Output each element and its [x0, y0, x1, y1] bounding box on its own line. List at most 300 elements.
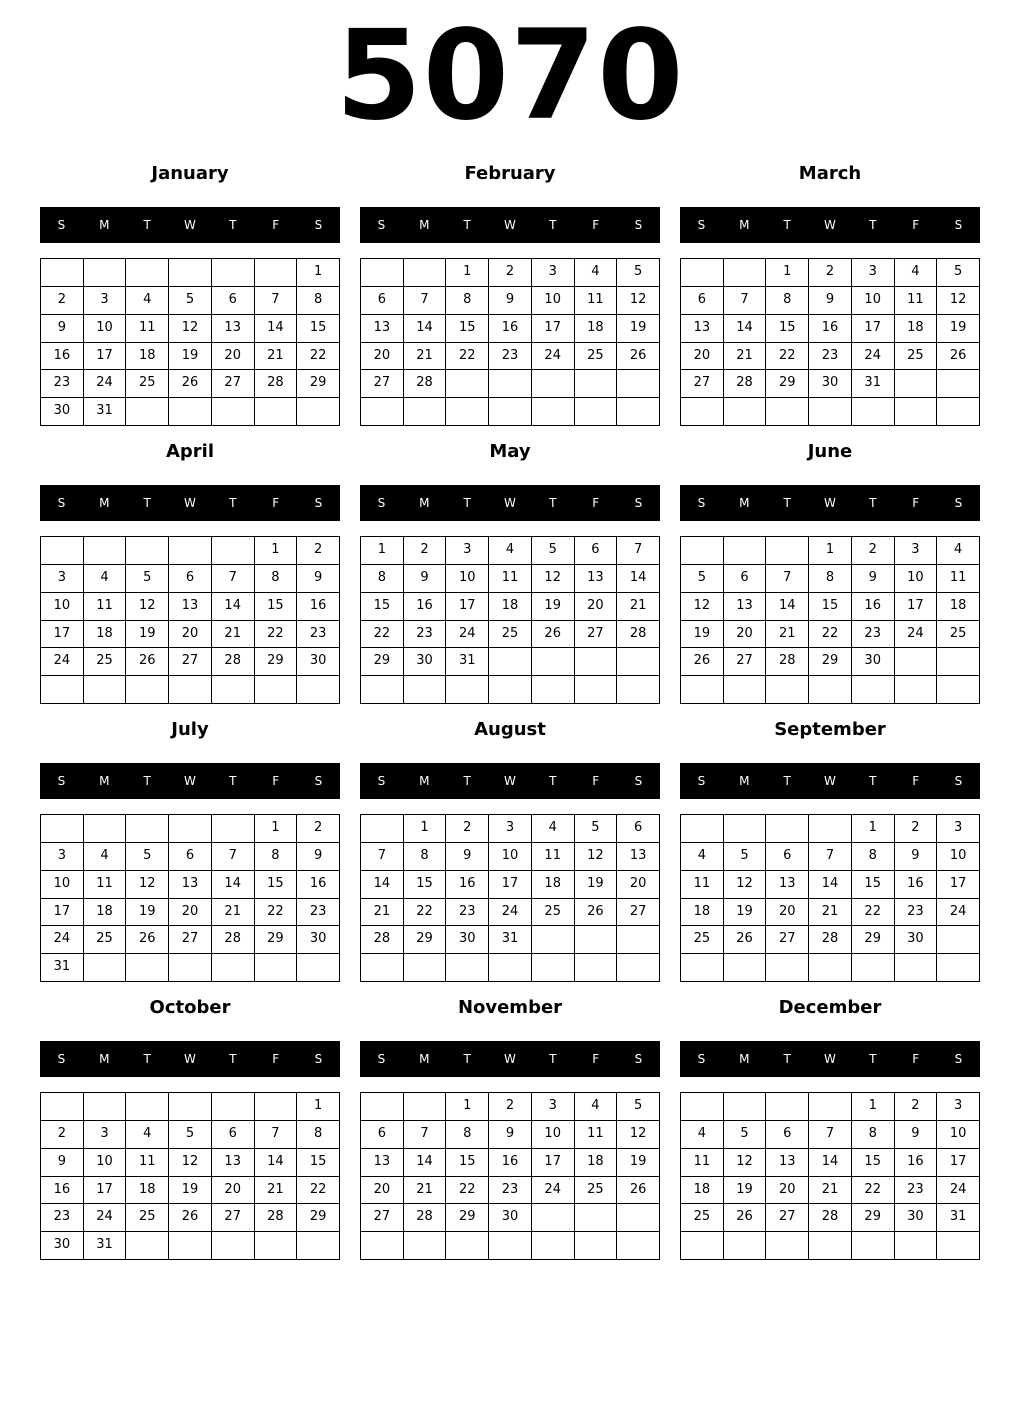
weekday-label: F: [912, 218, 920, 232]
day-cell: 24: [895, 621, 938, 649]
day-cell: 14: [404, 1149, 447, 1177]
weekday-label: S: [697, 218, 706, 232]
empty-cell: [681, 954, 724, 982]
day-cell: 20: [766, 1177, 809, 1205]
empty-cell: [404, 398, 447, 426]
day-cell: 19: [126, 621, 169, 649]
empty-cell: [126, 1232, 169, 1260]
weekday-label: W: [504, 496, 516, 510]
weekday-label: T: [463, 496, 471, 510]
day-grid: [40, 814, 340, 982]
weekday-label: T: [229, 774, 237, 788]
day-cell: 20: [212, 343, 255, 371]
day-cell: 27: [212, 1204, 255, 1232]
day-cell: 20: [169, 621, 212, 649]
empty-cell: [724, 398, 767, 426]
day-cell: 25: [84, 648, 127, 676]
day-cell: 5: [617, 1093, 660, 1121]
empty-cell: [84, 1093, 127, 1121]
day-cell: 16: [297, 593, 340, 621]
weekday-label: M: [739, 496, 750, 510]
empty-cell: [809, 1232, 852, 1260]
weekday-label: W: [184, 1052, 196, 1066]
weekday-label: T: [869, 218, 877, 232]
empty-cell: [532, 954, 575, 982]
empty-cell: [84, 676, 127, 704]
day-cell: 5: [724, 1121, 767, 1149]
day-cell: 25: [937, 621, 980, 649]
day-cell: 9: [895, 1121, 938, 1149]
day-cell: 28: [809, 926, 852, 954]
day-grid: [680, 1092, 980, 1260]
weekday-label: M: [99, 218, 110, 232]
weekday-label: S: [634, 1052, 643, 1066]
day-cell: 7: [404, 1121, 447, 1149]
day-cell: 30: [852, 648, 895, 676]
day-cell: 29: [297, 1204, 340, 1232]
empty-cell: [809, 815, 852, 843]
empty-cell: [681, 537, 724, 565]
day-cell: 14: [724, 315, 767, 343]
day-cell: 22: [852, 1177, 895, 1205]
day-cell: 22: [255, 621, 298, 649]
month-name: June: [807, 441, 853, 462]
day-cell: 9: [852, 565, 895, 593]
day-cell: 8: [361, 565, 404, 593]
day-cell: 24: [937, 899, 980, 927]
day-cell: 20: [617, 871, 660, 899]
weekday-header: [680, 485, 980, 521]
day-cell: 1: [255, 815, 298, 843]
day-cell: 14: [255, 1149, 298, 1177]
day-cell: 12: [126, 593, 169, 621]
empty-cell: [724, 954, 767, 982]
empty-cell: [617, 398, 660, 426]
day-cell: 5: [575, 815, 618, 843]
day-cell: 8: [446, 287, 489, 315]
empty-cell: [84, 954, 127, 982]
weekday-label: S: [57, 218, 66, 232]
day-cell: 15: [255, 871, 298, 899]
empty-cell: [766, 537, 809, 565]
day-cell: 26: [724, 1204, 767, 1232]
day-cell: 6: [212, 1121, 255, 1149]
day-cell: 17: [532, 315, 575, 343]
empty-cell: [681, 676, 724, 704]
empty-cell: [126, 676, 169, 704]
day-cell: 24: [446, 621, 489, 649]
day-cell: 15: [852, 1149, 895, 1177]
day-cell: 1: [852, 815, 895, 843]
day-cell: 18: [126, 343, 169, 371]
day-cell: 5: [724, 843, 767, 871]
weekday-label: T: [549, 1052, 557, 1066]
day-cell: 2: [297, 537, 340, 565]
day-cell: 14: [809, 871, 852, 899]
day-cell: 20: [766, 899, 809, 927]
day-grid: [360, 1092, 660, 1260]
day-cell: 11: [489, 565, 532, 593]
weekday-label: F: [272, 774, 280, 788]
weekday-label: T: [143, 1052, 151, 1066]
weekday-header: [680, 763, 980, 799]
empty-cell: [766, 1093, 809, 1121]
day-cell: 2: [489, 1093, 532, 1121]
day-cell: 21: [617, 593, 660, 621]
day-cell: 5: [126, 843, 169, 871]
weekday-label: F: [272, 496, 280, 510]
empty-cell: [681, 1093, 724, 1121]
day-cell: 1: [852, 1093, 895, 1121]
day-cell: 17: [41, 621, 84, 649]
day-cell: 16: [895, 871, 938, 899]
weekday-label: M: [419, 218, 430, 232]
day-cell: 18: [937, 593, 980, 621]
day-cell: 20: [361, 1177, 404, 1205]
weekday-label: T: [143, 218, 151, 232]
day-cell: 18: [126, 1177, 169, 1205]
day-cell: 6: [212, 287, 255, 315]
day-cell: 28: [255, 1204, 298, 1232]
day-cell: 6: [169, 565, 212, 593]
empty-cell: [766, 954, 809, 982]
empty-cell: [361, 398, 404, 426]
day-cell: 24: [532, 343, 575, 371]
day-cell: 9: [489, 1121, 532, 1149]
day-cell: 9: [809, 287, 852, 315]
day-cell: 28: [212, 648, 255, 676]
day-cell: 1: [446, 1093, 489, 1121]
empty-cell: [937, 926, 980, 954]
day-cell: 31: [937, 1204, 980, 1232]
day-cell: 1: [361, 537, 404, 565]
weekday-label: T: [783, 218, 791, 232]
day-cell: 24: [84, 370, 127, 398]
month-name: December: [778, 997, 882, 1018]
day-cell: 20: [169, 899, 212, 927]
empty-cell: [169, 1232, 212, 1260]
day-cell: 20: [681, 343, 724, 371]
day-cell: 17: [84, 343, 127, 371]
weekday-label: T: [463, 1052, 471, 1066]
weekday-label: W: [824, 774, 836, 788]
empty-cell: [575, 1204, 618, 1232]
day-cell: 9: [489, 287, 532, 315]
empty-cell: [724, 1093, 767, 1121]
empty-cell: [937, 676, 980, 704]
day-cell: 26: [681, 648, 724, 676]
day-cell: 29: [404, 926, 447, 954]
day-cell: 1: [297, 1093, 340, 1121]
empty-cell: [809, 398, 852, 426]
weekday-label: T: [463, 774, 471, 788]
weekday-label: T: [143, 496, 151, 510]
day-cell: 2: [446, 815, 489, 843]
day-cell: 18: [532, 871, 575, 899]
weekday-label: T: [143, 774, 151, 788]
day-cell: 3: [532, 259, 575, 287]
day-cell: 11: [937, 565, 980, 593]
day-cell: 17: [489, 871, 532, 899]
weekday-label: S: [697, 774, 706, 788]
empty-cell: [361, 954, 404, 982]
empty-cell: [126, 815, 169, 843]
weekday-header: [360, 763, 660, 799]
day-cell: 4: [575, 1093, 618, 1121]
day-cell: 4: [681, 843, 724, 871]
day-cell: 21: [404, 343, 447, 371]
empty-cell: [724, 259, 767, 287]
empty-cell: [41, 1093, 84, 1121]
empty-cell: [404, 676, 447, 704]
empty-cell: [617, 1204, 660, 1232]
day-cell: 12: [617, 1121, 660, 1149]
day-cell: 27: [361, 370, 404, 398]
empty-cell: [489, 954, 532, 982]
empty-cell: [404, 259, 447, 287]
day-grid: [360, 536, 660, 704]
day-cell: 6: [724, 565, 767, 593]
empty-cell: [169, 398, 212, 426]
empty-cell: [532, 1204, 575, 1232]
weekday-label: S: [634, 496, 643, 510]
empty-cell: [361, 1093, 404, 1121]
month-name: July: [171, 719, 209, 740]
empty-cell: [937, 370, 980, 398]
day-cell: 13: [212, 1149, 255, 1177]
day-cell: 12: [532, 565, 575, 593]
day-grid: [40, 1092, 340, 1260]
empty-cell: [255, 398, 298, 426]
empty-cell: [617, 676, 660, 704]
day-cell: 26: [126, 926, 169, 954]
weekday-label: S: [314, 218, 323, 232]
day-cell: 29: [852, 1204, 895, 1232]
weekday-label: S: [377, 1052, 386, 1066]
empty-cell: [532, 370, 575, 398]
empty-cell: [575, 926, 618, 954]
day-cell: 29: [446, 1204, 489, 1232]
empty-cell: [681, 259, 724, 287]
empty-cell: [724, 1232, 767, 1260]
weekday-label: S: [314, 774, 323, 788]
day-cell: 24: [489, 899, 532, 927]
empty-cell: [681, 398, 724, 426]
day-cell: 29: [766, 370, 809, 398]
day-cell: 18: [84, 899, 127, 927]
empty-cell: [937, 398, 980, 426]
day-cell: 13: [766, 871, 809, 899]
day-cell: 6: [575, 537, 618, 565]
empty-cell: [937, 648, 980, 676]
weekday-label: M: [419, 496, 430, 510]
empty-cell: [852, 1232, 895, 1260]
empty-cell: [446, 398, 489, 426]
day-cell: 26: [724, 926, 767, 954]
day-cell: 30: [41, 398, 84, 426]
empty-cell: [446, 1232, 489, 1260]
weekday-label: T: [869, 496, 877, 510]
day-cell: 22: [446, 1177, 489, 1205]
day-cell: 30: [41, 1232, 84, 1260]
empty-cell: [126, 398, 169, 426]
day-cell: 22: [361, 621, 404, 649]
day-cell: 23: [446, 899, 489, 927]
day-cell: 20: [724, 621, 767, 649]
day-cell: 31: [41, 954, 84, 982]
day-cell: 9: [446, 843, 489, 871]
weekday-label: M: [99, 1052, 110, 1066]
day-cell: 15: [809, 593, 852, 621]
day-cell: 14: [766, 593, 809, 621]
empty-cell: [84, 815, 127, 843]
day-cell: 7: [404, 287, 447, 315]
day-cell: 18: [489, 593, 532, 621]
day-cell: 21: [212, 899, 255, 927]
day-cell: 5: [126, 565, 169, 593]
day-cell: 31: [84, 1232, 127, 1260]
weekday-header: [680, 207, 980, 243]
day-cell: 27: [766, 1204, 809, 1232]
day-cell: 16: [41, 343, 84, 371]
day-cell: 2: [41, 1121, 84, 1149]
day-cell: 12: [617, 287, 660, 315]
day-cell: 27: [169, 926, 212, 954]
day-cell: 7: [255, 1121, 298, 1149]
day-cell: 23: [489, 1177, 532, 1205]
day-cell: 30: [895, 1204, 938, 1232]
empty-cell: [297, 1232, 340, 1260]
day-cell: 16: [895, 1149, 938, 1177]
day-cell: 16: [852, 593, 895, 621]
day-cell: 27: [212, 370, 255, 398]
day-cell: 23: [297, 899, 340, 927]
day-cell: 17: [852, 315, 895, 343]
empty-cell: [489, 676, 532, 704]
weekday-label: T: [783, 774, 791, 788]
day-cell: 26: [617, 343, 660, 371]
day-cell: 21: [766, 621, 809, 649]
empty-cell: [766, 1232, 809, 1260]
weekday-label: S: [314, 1052, 323, 1066]
day-cell: 12: [681, 593, 724, 621]
day-cell: 2: [895, 815, 938, 843]
day-cell: 25: [84, 926, 127, 954]
day-cell: 25: [681, 926, 724, 954]
weekday-label: S: [377, 774, 386, 788]
day-cell: 19: [724, 899, 767, 927]
day-cell: 15: [446, 315, 489, 343]
empty-cell: [575, 398, 618, 426]
day-grid: [40, 536, 340, 704]
weekday-label: S: [697, 496, 706, 510]
empty-cell: [489, 370, 532, 398]
empty-cell: [895, 398, 938, 426]
day-cell: 28: [766, 648, 809, 676]
empty-cell: [937, 954, 980, 982]
day-cell: 6: [766, 843, 809, 871]
day-cell: 10: [84, 315, 127, 343]
day-cell: 8: [852, 843, 895, 871]
day-cell: 22: [766, 343, 809, 371]
day-cell: 7: [361, 843, 404, 871]
weekday-label: W: [184, 496, 196, 510]
weekday-label: W: [824, 1052, 836, 1066]
day-cell: 25: [489, 621, 532, 649]
month-name: September: [774, 719, 886, 740]
day-cell: 22: [297, 1177, 340, 1205]
day-cell: 1: [255, 537, 298, 565]
weekday-label: F: [912, 774, 920, 788]
day-cell: 28: [617, 621, 660, 649]
day-cell: 8: [404, 843, 447, 871]
day-cell: 6: [361, 287, 404, 315]
weekday-label: S: [634, 774, 643, 788]
weekday-label: T: [869, 774, 877, 788]
empty-cell: [169, 815, 212, 843]
day-cell: 11: [681, 871, 724, 899]
day-cell: 13: [169, 871, 212, 899]
weekday-label: S: [954, 1052, 963, 1066]
day-cell: 10: [489, 843, 532, 871]
day-cell: 26: [169, 370, 212, 398]
weekday-label: W: [824, 218, 836, 232]
day-cell: 4: [84, 565, 127, 593]
day-cell: 27: [724, 648, 767, 676]
day-cell: 31: [446, 648, 489, 676]
empty-cell: [937, 1232, 980, 1260]
day-cell: 22: [297, 343, 340, 371]
weekday-header: [40, 207, 340, 243]
day-cell: 11: [84, 593, 127, 621]
day-cell: 1: [446, 259, 489, 287]
day-cell: 17: [937, 1149, 980, 1177]
day-cell: 13: [724, 593, 767, 621]
day-cell: 10: [532, 287, 575, 315]
empty-cell: [446, 370, 489, 398]
empty-cell: [212, 676, 255, 704]
day-cell: 11: [575, 287, 618, 315]
day-cell: 30: [489, 1204, 532, 1232]
empty-cell: [617, 926, 660, 954]
weekday-label: W: [184, 218, 196, 232]
day-cell: 26: [575, 899, 618, 927]
weekday-label: M: [739, 1052, 750, 1066]
weekday-label: F: [592, 496, 600, 510]
day-cell: 10: [41, 593, 84, 621]
empty-cell: [126, 259, 169, 287]
day-cell: 28: [404, 370, 447, 398]
weekday-label: T: [549, 496, 557, 510]
month-name: March: [798, 163, 862, 184]
day-cell: 17: [532, 1149, 575, 1177]
day-cell: 14: [255, 315, 298, 343]
day-cell: 13: [617, 843, 660, 871]
empty-cell: [297, 398, 340, 426]
day-cell: 19: [575, 871, 618, 899]
month-name: January: [151, 163, 229, 184]
day-cell: 19: [532, 593, 575, 621]
day-cell: 11: [532, 843, 575, 871]
empty-cell: [84, 537, 127, 565]
day-cell: 3: [41, 565, 84, 593]
day-cell: 24: [937, 1177, 980, 1205]
day-cell: 20: [212, 1177, 255, 1205]
day-cell: 9: [41, 315, 84, 343]
empty-cell: [681, 815, 724, 843]
day-cell: 21: [404, 1177, 447, 1205]
empty-cell: [532, 1232, 575, 1260]
